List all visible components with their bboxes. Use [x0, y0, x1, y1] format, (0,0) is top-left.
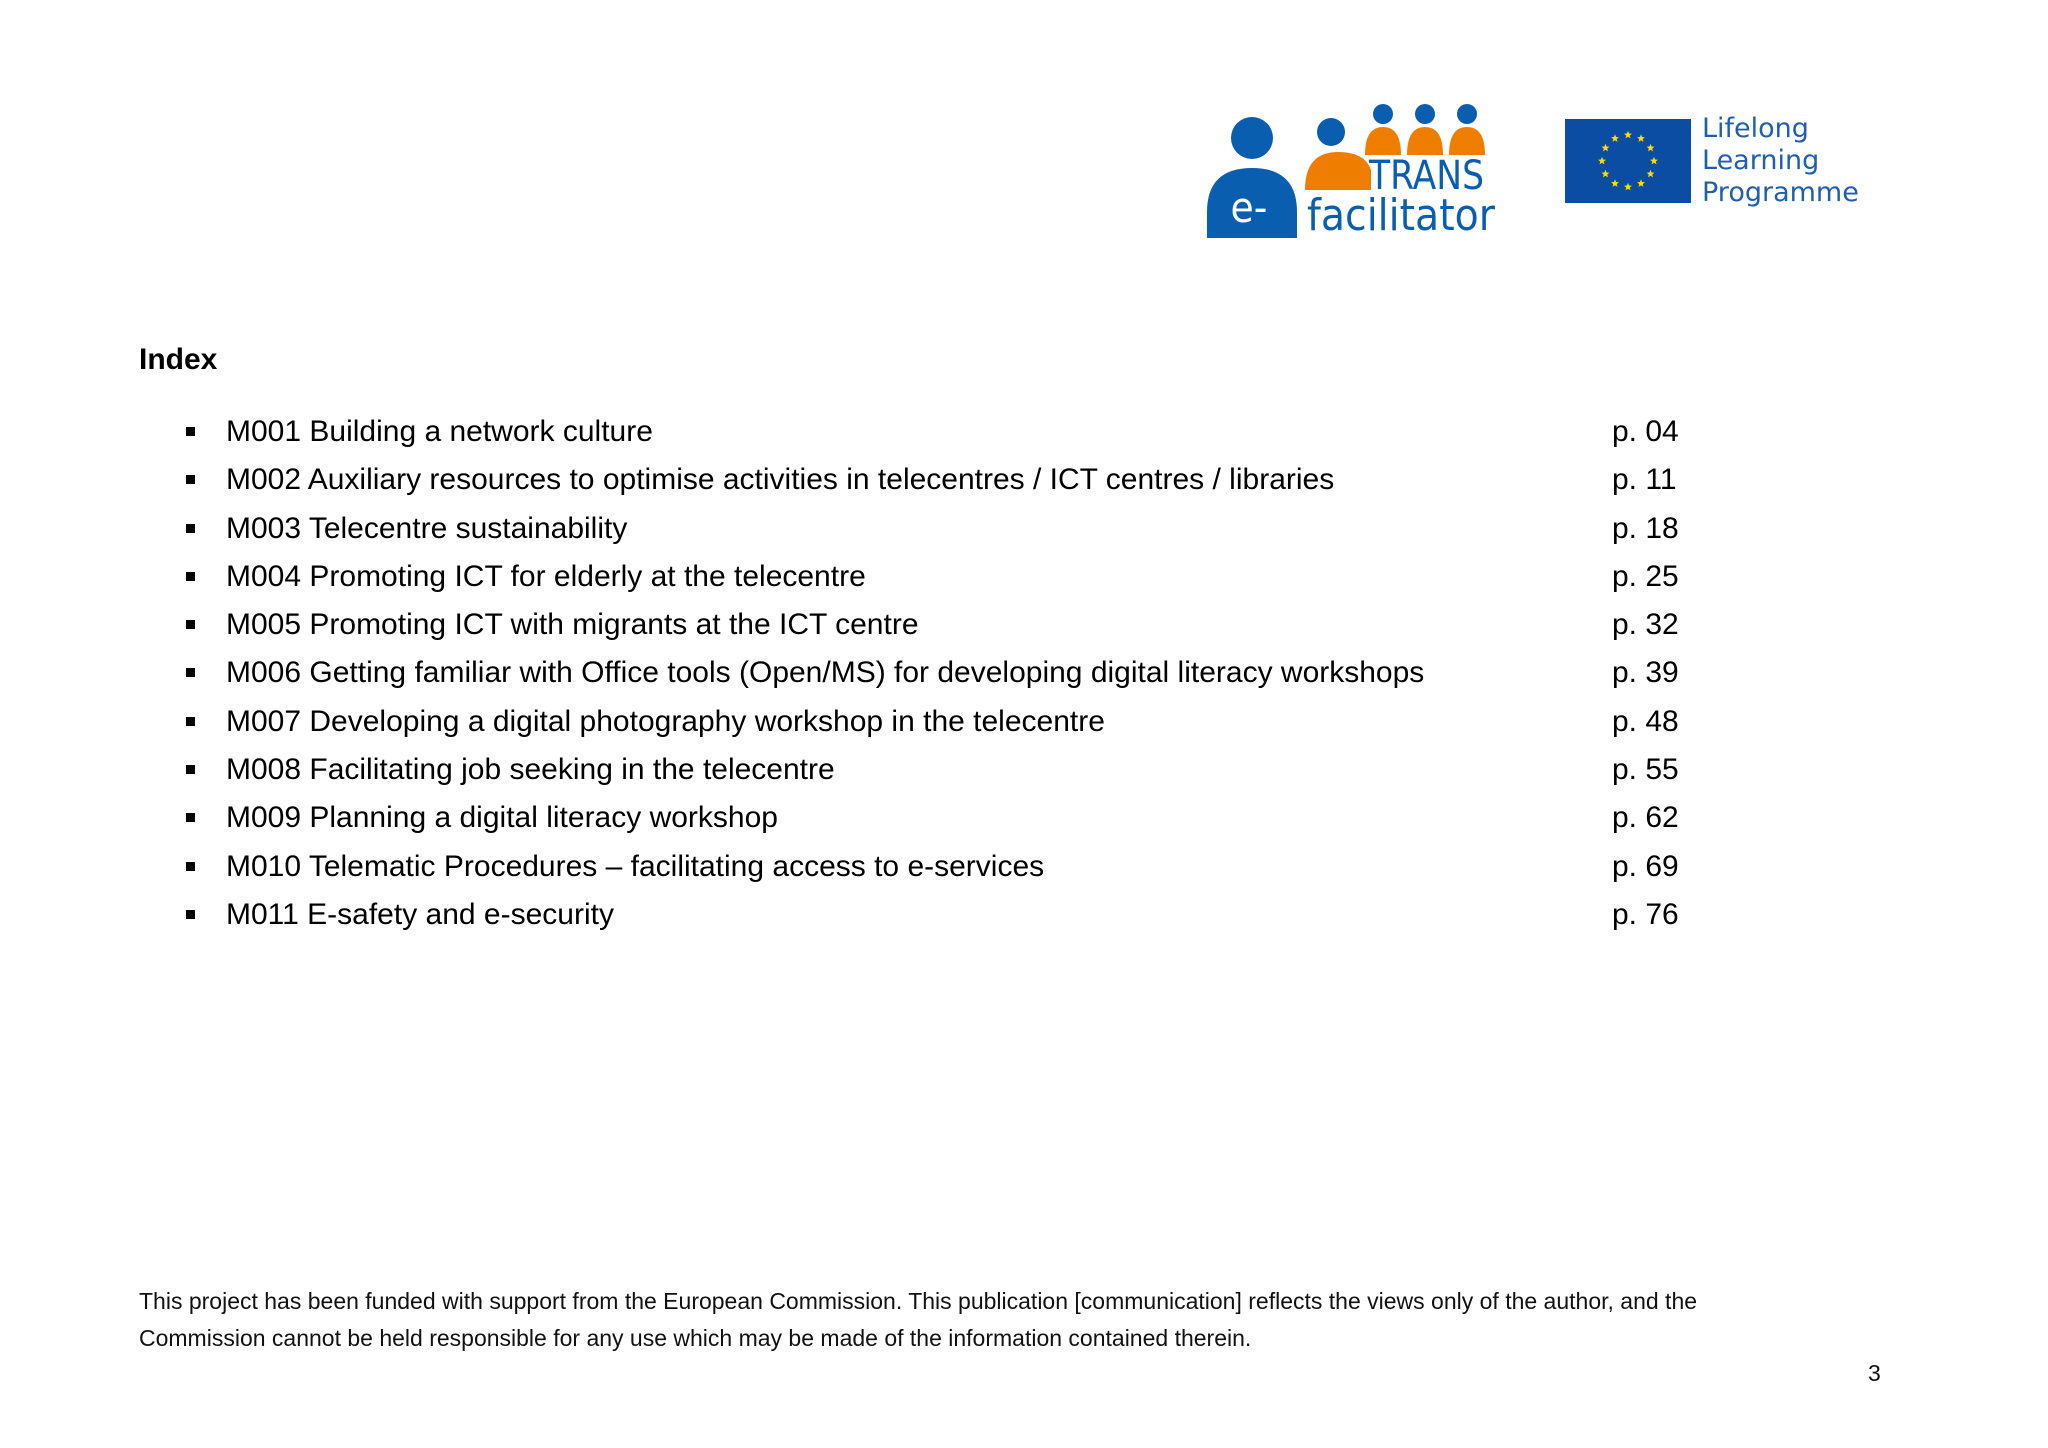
square-bullet-icon [186, 427, 195, 436]
square-bullet-icon [186, 475, 195, 484]
toc-entry-page: p. 11 [1612, 463, 1677, 497]
llp-line: Programme [1702, 177, 1859, 208]
toc-entry-title: M005 Promoting ICT with migrants at the ICT centre [226, 608, 919, 642]
llp-line: Learning [1702, 145, 1820, 176]
square-bullet-icon [186, 620, 195, 629]
toc-entry [180, 412, 1700, 460]
toc-entry-title: M006 Getting familiar with Office tools (Open/MS) for developing digital literacy workshops [226, 656, 1425, 690]
toc-entry-title: M008 Facilitating job seeking in the telecentre [226, 753, 835, 787]
toc-entry [180, 750, 1700, 798]
toc-entry [180, 798, 1700, 846]
square-bullet-icon [186, 910, 195, 919]
llp-logo-text [1702, 113, 1859, 209]
lifelong-learning-programme-logo [1565, 113, 1875, 213]
toc-entry-title: M010 Telematic Procedures – facilitating access to e-services [226, 849, 1045, 883]
toc-entry [180, 653, 1700, 701]
toc-entry-title: M011 E-safety and e-security [226, 897, 614, 931]
logo-facilitator-text: facilitator [1307, 190, 1496, 240]
toc-entry [180, 460, 1700, 508]
trans-e-facilitator-logo [1205, 100, 1505, 240]
toc-entry-page: p. 69 [1612, 849, 1679, 883]
square-bullet-icon [186, 765, 195, 774]
eu-flag-icon [1565, 119, 1691, 203]
toc-entry [180, 895, 1700, 943]
toc-entry-title: M003 Telecentre sustainability [226, 511, 628, 545]
toc-entry-page: p. 25 [1612, 559, 1679, 593]
toc-entry-page: p. 32 [1612, 608, 1679, 642]
square-bullet-icon [186, 572, 195, 581]
toc-entry-page: p. 55 [1612, 753, 1679, 787]
toc-entry-title: M002 Auxiliary resources to optimise activities in telecentres / ICT centres / libraries [226, 463, 1335, 497]
toc-entry-title: M004 Promoting ICT for elderly at the telecentre [226, 559, 866, 593]
square-bullet-icon [186, 524, 195, 533]
square-bullet-icon [186, 862, 195, 871]
square-bullet-icon [186, 717, 195, 726]
toc-entry-title: M007 Developing a digital photography workshop in the telecentre [226, 704, 1105, 738]
toc-entry [180, 605, 1700, 653]
toc-entry-title: M001 Building a network culture [226, 415, 653, 448]
index-heading: Index [139, 343, 218, 376]
square-bullet-icon [186, 813, 195, 822]
disclaimer-line: Commission cannot be held responsible for any use which may be made of the information contained therein. [139, 1325, 1252, 1351]
disclaimer-line: This project has been funded with support from the European Commission. This publication [communication] reflects the views only of the author, and the [139, 1288, 1698, 1314]
toc-entry-page: p. 04 [1612, 415, 1679, 448]
page-number: 3 [1868, 1360, 1881, 1386]
logo-prefix-text: e- [1230, 183, 1268, 232]
toc-entry [180, 847, 1700, 895]
toc-entry-page: p. 39 [1612, 656, 1679, 690]
table-of-contents [180, 412, 1700, 943]
toc-entry-page: p. 18 [1612, 511, 1679, 545]
toc-entry [180, 702, 1700, 750]
toc-entry [180, 557, 1700, 605]
toc-entry-title: M009 Planning a digital literacy workshop [226, 801, 778, 835]
llp-line: Lifelong [1702, 113, 1809, 144]
logo-trans-text: TRANS [1368, 153, 1484, 199]
toc-entry-page: p. 48 [1612, 704, 1679, 738]
toc-entry-page: p. 76 [1612, 897, 1679, 931]
square-bullet-icon [186, 668, 195, 677]
toc-entry-page: p. 62 [1612, 801, 1679, 835]
funding-disclaimer [139, 1283, 1899, 1357]
toc-entry [180, 509, 1700, 557]
